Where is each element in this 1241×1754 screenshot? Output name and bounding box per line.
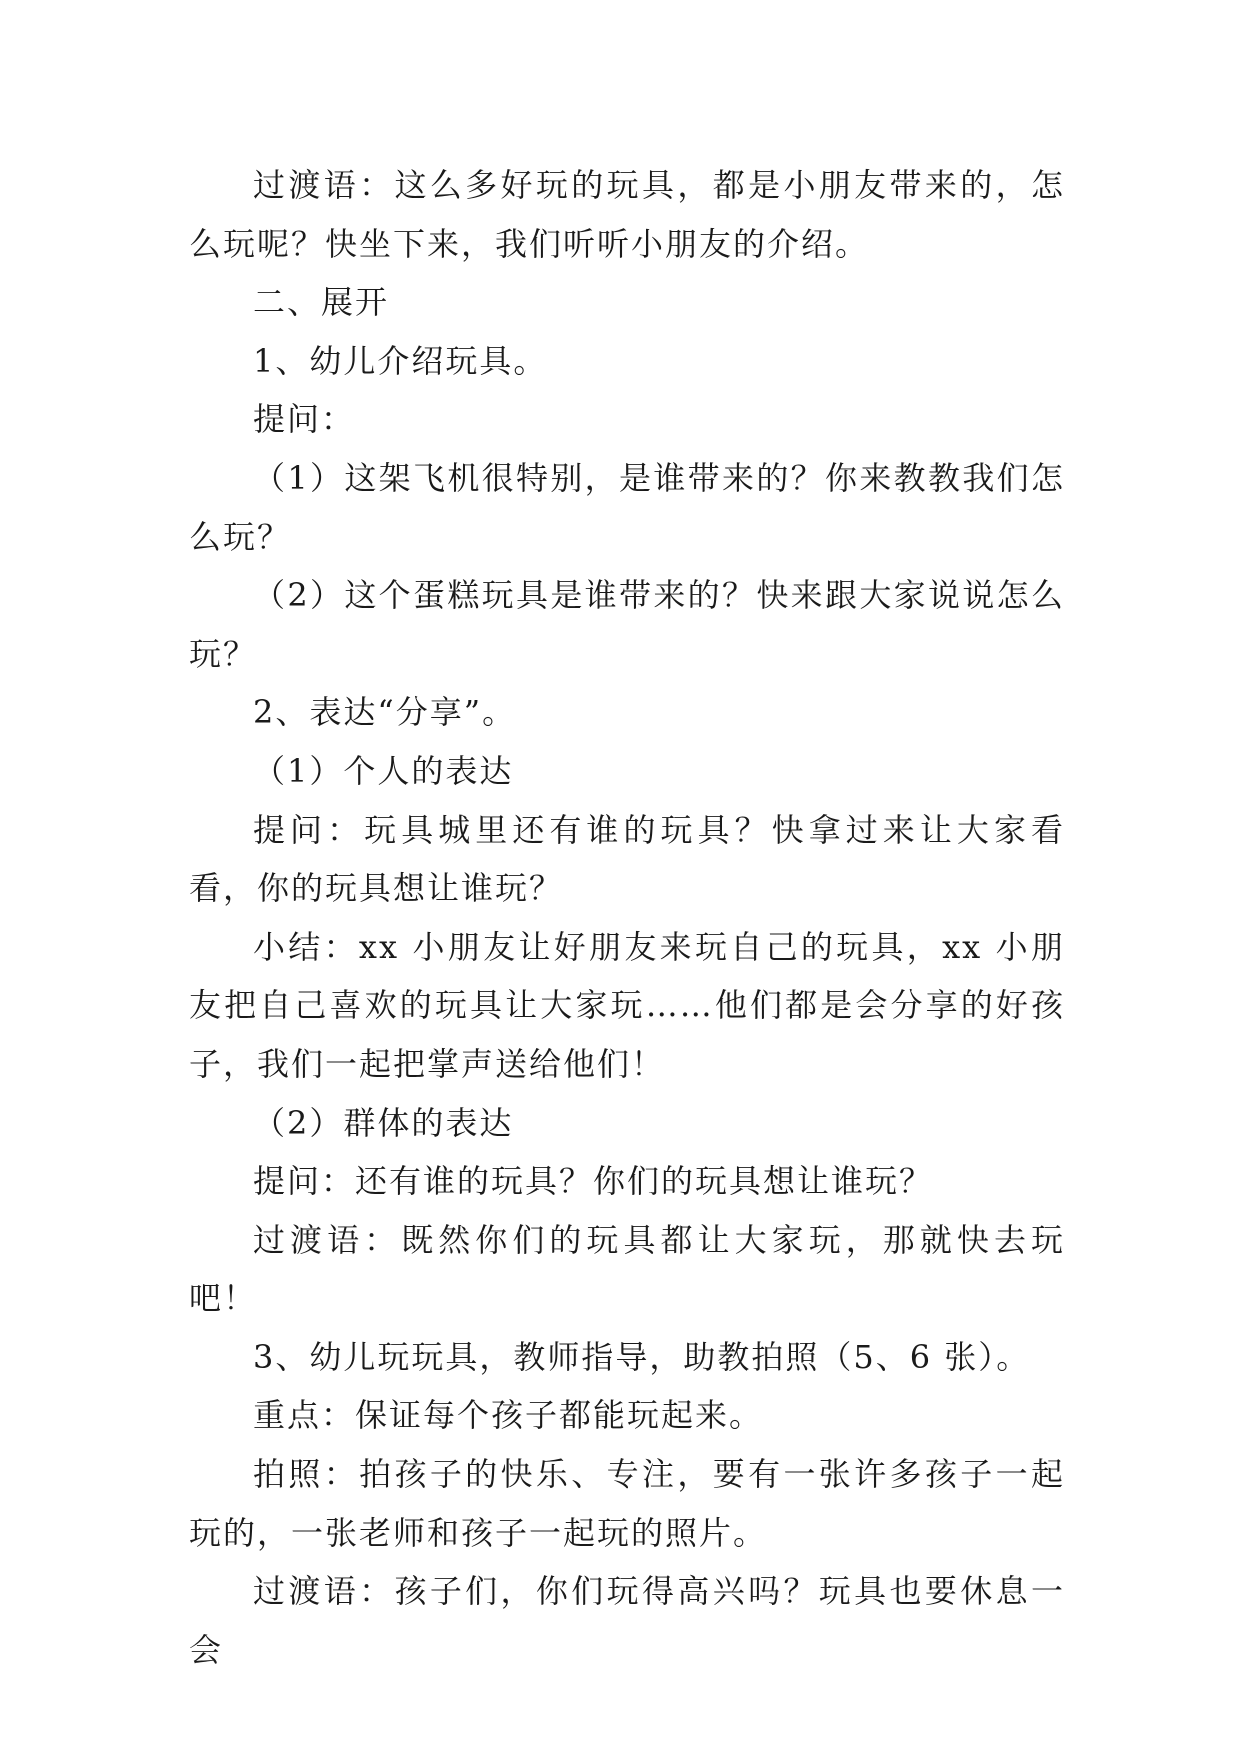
- question-cake: （2）这个蛋糕玩具是谁带来的？快来跟大家说说怎么玩？: [189, 576, 1065, 673]
- step-1-heading: 1、幼儿介绍玩具。: [253, 341, 548, 380]
- paragraph-transition-play: 过渡语：既然你们的玩具都让大家玩，那就快去玩吧！: [189, 1220, 1065, 1318]
- question-airplane: （1）这架飞机很特别，是谁带来的？你来教教我们怎么玩？: [189, 458, 1065, 556]
- question-group: 提问：还有谁的玩具？你们的玩具想让谁玩？: [253, 1162, 934, 1201]
- photo-instructions: 拍照：拍孩子的快乐、专注，要有一张许多孩子一起玩的，一张老师和孩子一起玩的照片。: [189, 1455, 1065, 1552]
- paragraph-transition-intro: 过渡语：这么多好玩的玩具，都是小朋友带来的，怎么玩呢？快坐下来，我们听听小朋友的介绍。: [189, 166, 1065, 263]
- summary-paragraph: 小结：xx 小朋友让好朋友来玩自己的玩具，xx 小朋友把自己喜欢的玩具让大家玩……他们都是会分享的好孩子，我们一起把掌声送给他们！: [189, 927, 1065, 1083]
- document-body: [189, 156, 1065, 1679]
- key-point: 重点：保证每个孩子都能玩起来。: [253, 1396, 764, 1435]
- question-toy-city: 提问：玩具城里还有谁的玩具？快拿过来让大家看看，你的玩具想让谁玩？: [189, 810, 1065, 908]
- step-2-heading: 2、表达“分享”。: [253, 693, 517, 732]
- individual-expression-heading: （1）个人的表达: [253, 751, 514, 790]
- section-heading-expand: 二、展开: [253, 283, 390, 322]
- question-label: 提问：: [253, 400, 356, 439]
- paragraph-transition-rest: 过渡语：孩子们，你们玩得高兴吗？玩具也要休息一会: [189, 1572, 1065, 1669]
- group-expression-heading: （2）群体的表达: [253, 1103, 514, 1142]
- step-3-heading: 3、幼儿玩玩具，教师指导，助教拍照（5、6 张）。: [253, 1337, 1031, 1376]
